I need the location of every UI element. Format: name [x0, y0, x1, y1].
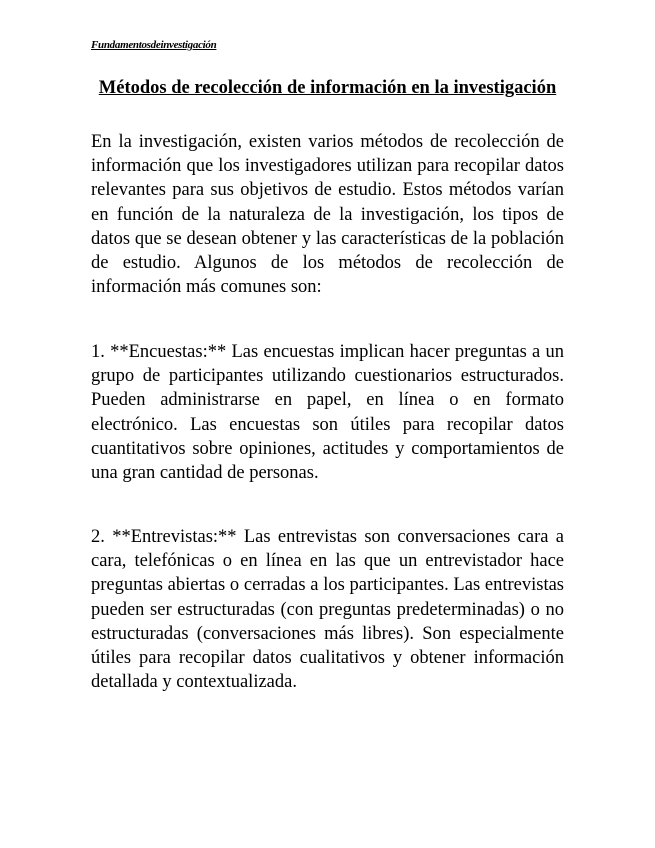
intro-paragraph: En la investigación, existen varios métodos de recolección de información que los investigadores utilizan para recopilar datos relevantes para sus objetivos de estudio. Estos métodos varían en función de la naturaleza de la investigación, los tipos de datos que se desean obtener y las características de la población de estudio. Algunos de los métodos de recolección de información más comunes son:	[91, 132, 564, 298]
list-item-entrevistas: 2. **Entrevistas:** Las entrevistas son conversaciones cara a cara, telefónicas o en línea en las que un entrevistador hace preguntas abiertas o cerradas a los participantes. Las entrevistas pueden ser estructuradas (con preguntas predeterminadas) o no estructuradas (conversaciones más libres). Son especialmente útiles para recopilar datos cualitativos y obtener información detallada y contextualizada.	[91, 527, 564, 693]
running-header: Fundamentosdeinvestigación	[91, 39, 217, 51]
list-item-encuestas: 1. **Encuestas:** Las encuestas implican hacer preguntas a un grupo de participantes utilizando cuestionarios estructurados. Pueden administrarse en papel, en línea o en formato electrónico. Las encuestas son útiles para recopilar datos cuantitativos sobre opiniones, actitudes y comportamientos de una gran cantidad de personas.	[91, 342, 564, 484]
document-title: Métodos de recolección de información en la investigación	[98, 78, 557, 98]
